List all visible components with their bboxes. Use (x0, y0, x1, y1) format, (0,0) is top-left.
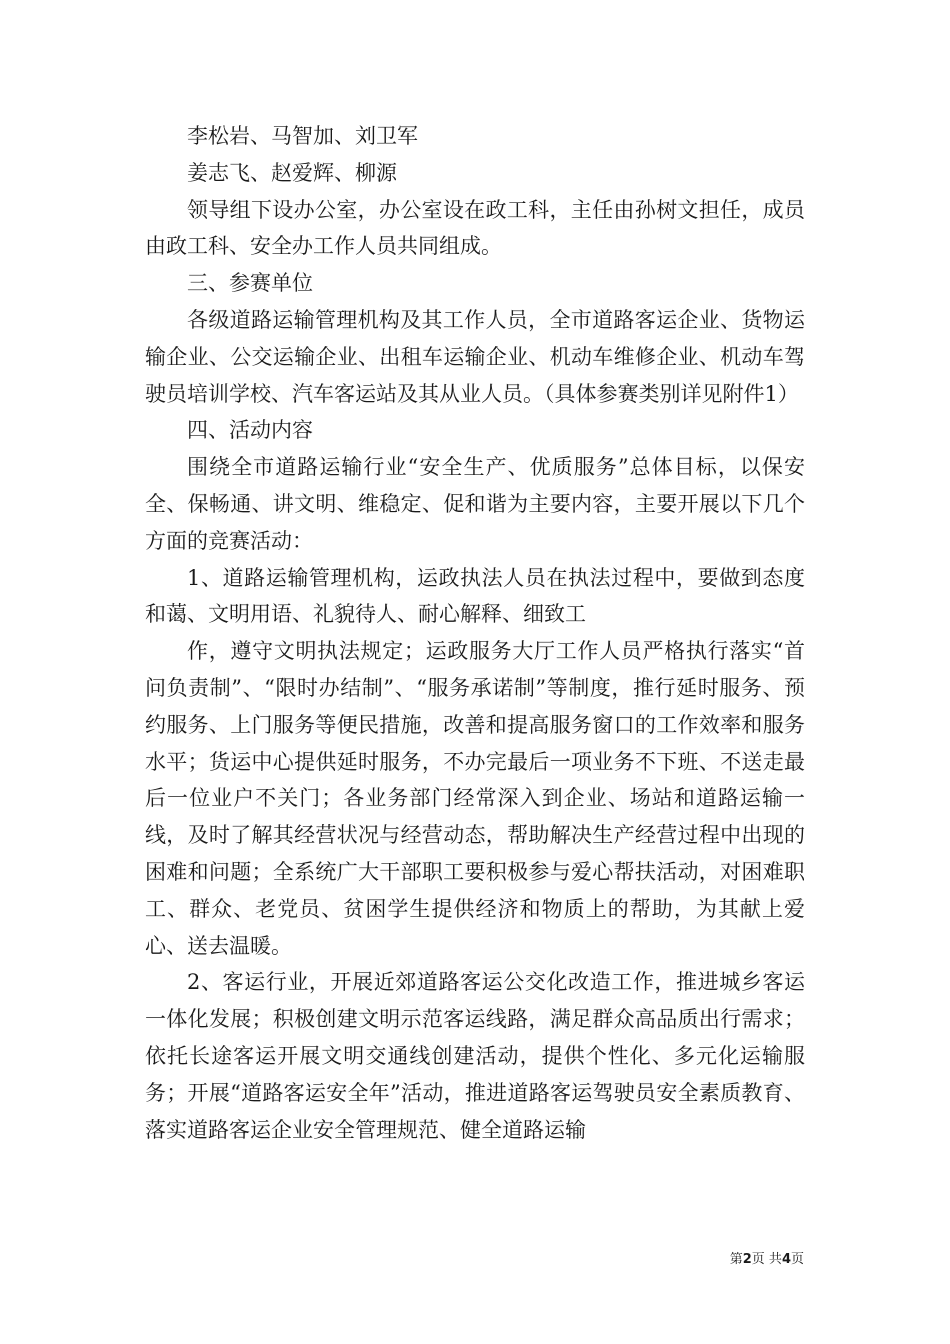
footer-middle: 页 共 (751, 1252, 782, 1267)
section-heading: 四、活动内容 (187, 418, 313, 443)
footer-page-number: 2 (742, 1252, 752, 1267)
paragraph: 作，遵守文明执法规定；运政服务大厅工作人员严格执行落实“首问负责制”、“限时办结制”、“服务承诺制”等制度，推行延时服务、预约服务、上门服务等便民措施，改善和提高服务窗口的工作效率和服务水平；货运中心提供延时服务，不办完最后一项业务不下班、不送走最后一位业户不关门；各业务部门经常深入到企业、场站和道路运输一线，及时了解其经营状况与经营动态，帮助解决生产经营过程中出现的困难和问题；全系统广大干部职工要积极参与爱心帮扶活动，对困难职工、群众、老党员、贫困学生提供经济和物质上的帮助，为其献上爱心、送去温暖。 (145, 639, 805, 958)
footer-prefix: 第 (729, 1252, 743, 1267)
paragraph: 姜志飞、赵爱辉、柳源 (187, 160, 397, 185)
section-heading: 三、参赛单位 (187, 271, 313, 296)
footer-suffix: 页 (790, 1252, 804, 1267)
paragraph: 围绕全市道路运输行业“安全生产、优质服务”总体目标，以保安全、保畅通、讲文明、维稳定、促和谐为主要内容，主要开展以下几个方面的竞赛活动： (145, 455, 805, 553)
paragraph: 2、客运行业，开展近郊道路客运公交化改造工作，推进城乡客运一体化发展；积极创建文明示范客运线路，满足群众高品质出行需求；依托长途客运开展文明交通线创建活动，提供个性化、多元化运输服务；开展“道路客运安全年”活动，推进道路客运驾驶员安全素质教育、落实道路客运企业安全管理规范、健全道路运输 (145, 970, 805, 1142)
footer-total-pages: 4 (781, 1252, 791, 1267)
paragraph: 各级道路运输管理机构及其工作人员，全市道路客运企业、货物运输企业、公交运输企业、出租车运输企业、机动车维修企业、机动车驾驶员培训学校、汽车客运站及其从业人员。（具体参赛类别详见附件1） (145, 307, 805, 406)
paragraph: 领导组下设办公室，办公室设在政工科，主任由孙树文担任，成员由政工科、安全办工作人员共同组成。 (145, 197, 805, 259)
document-body (145, 118, 805, 1148)
page-number-footer (730, 1248, 804, 1267)
paragraph: 李松岩、马智加、刘卫军 (187, 124, 418, 148)
paragraph: 1、道路运输管理机构，运政执法人员在执法过程中，要做到态度和蔼、文明用语、礼貌待人、耐心解释、细致工 (145, 565, 805, 627)
